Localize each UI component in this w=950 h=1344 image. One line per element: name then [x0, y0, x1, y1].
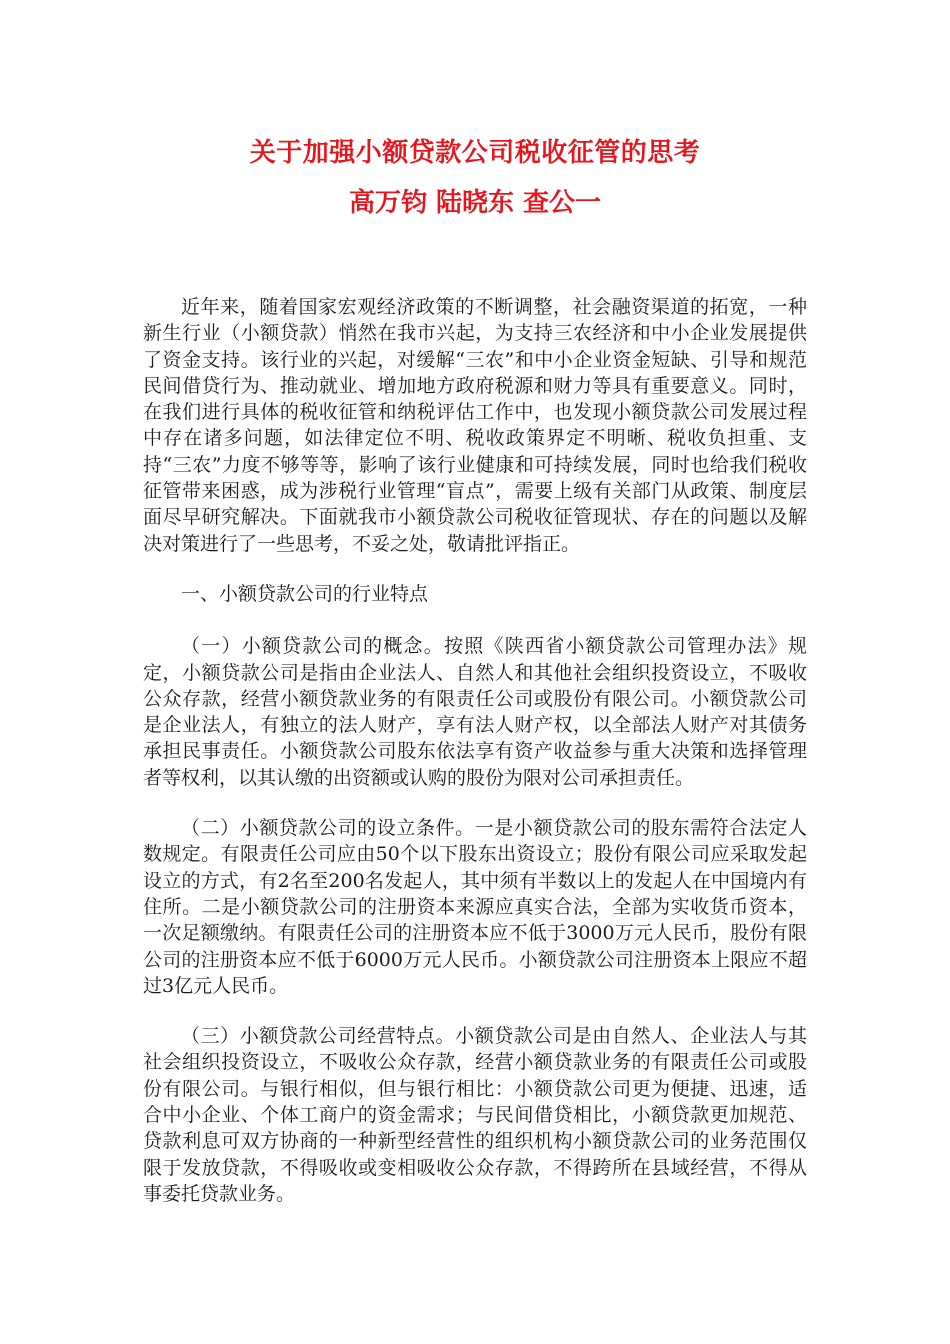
document-body	[143, 294, 807, 1231]
paragraph-features: （三）小额贷款公司经营特点。小额贷款公司是由自然人、企业法人与其社会组织投资设立，不吸收公众存款，经营小额贷款业务的有限责任公司或股份有限公司。与银行相似，但与银行相比：小额贷款公司更为便捷、迅速，适合中小企业、个体工商户的资金需求；与民间借贷相比，小额贷款更加规范、贷款利息可双方协商的一种新型经营性的组织机构小额贷款公司的业务范围仅限于发放贷款，不得吸收或变相吸收公众存款，不得跨所在县域经营，不得从事委托贷款业务。	[143, 1025, 807, 1205]
section-heading: 一、小额贷款公司的行业特点	[181, 582, 429, 605]
intro-paragraph: 近年来，随着国家宏观经济政策的不断调整，社会融资渠道的拓宽，一种新生行业（小额贷款）悄然在我市兴起，为支持三农经济和中小企业发展提供了资金支持。该行业的兴起，对缓解“三农”和中小企业资金短缺、引导和规范民间借贷行为、推动就业、增加地方政府税源和财力等具有重要意义。同时，在我们进行具体的税收征管和纳税评估工作中，也发现小额贷款公司发展过程中存在诸多问题，如法律定位不明、税收政策界定不明晰、税收负担重、支持“三农”力度不够等等，影响了该行业健康和可持续发展，同时也给我们税收征管带来困惑，成为涉税行业管理“盲点”，需要上级有关部门从政策、制度层面尽早研究解决。下面就我市小额贷款公司税收征管现状、存在的问题以及解决对策进行了一些思考，不妥之处，敬请批评指正。	[143, 296, 807, 555]
title-block	[0, 128, 950, 228]
document-title: 关于加强小额贷款公司税收征管的思考	[249, 138, 701, 168]
paragraph-concept: （一）小额贷款公司的概念。按照《陕西省小额贷款公司管理办法》规定，小额贷款公司是指由企业法人、自然人和其他社会组织投资设立，不吸收公众存款，经营小额贷款业务的有限责任公司或股份有限公司。小额贷款公司是企业法人，有独立的法人财产，享有法人财产权，以全部法人财产对其债务承担民事责任。小额贷款公司股东依法享有资产收益参与重大决策和选择管理者等权利，以其认缴的出资额或认购的股份为限对公司承担责任。	[143, 635, 807, 789]
document-authors: 高万钧 陆晓东 查公一	[348, 188, 602, 218]
paragraph-conditions: （二）小额贷款公司的设立条件。一是小额贷款公司的股东需符合法定人数规定。有限责任公司应由50个以下股东出资设立；股份有限公司应采取发起设立的方式，有2名至200名发起人，其中须有半数以上的发起人在中国境内有住所。二是小额贷款公司的注册资本来源应真实合法，全部为实收货币资本，一次足额缴纳。有限责任公司的注册资本应不低于3000万元人民币，股份有限公司的注册资本应不低于6000万元人民币。小额贷款公司注册资本上限应不超过3亿元人民币。	[143, 817, 807, 997]
